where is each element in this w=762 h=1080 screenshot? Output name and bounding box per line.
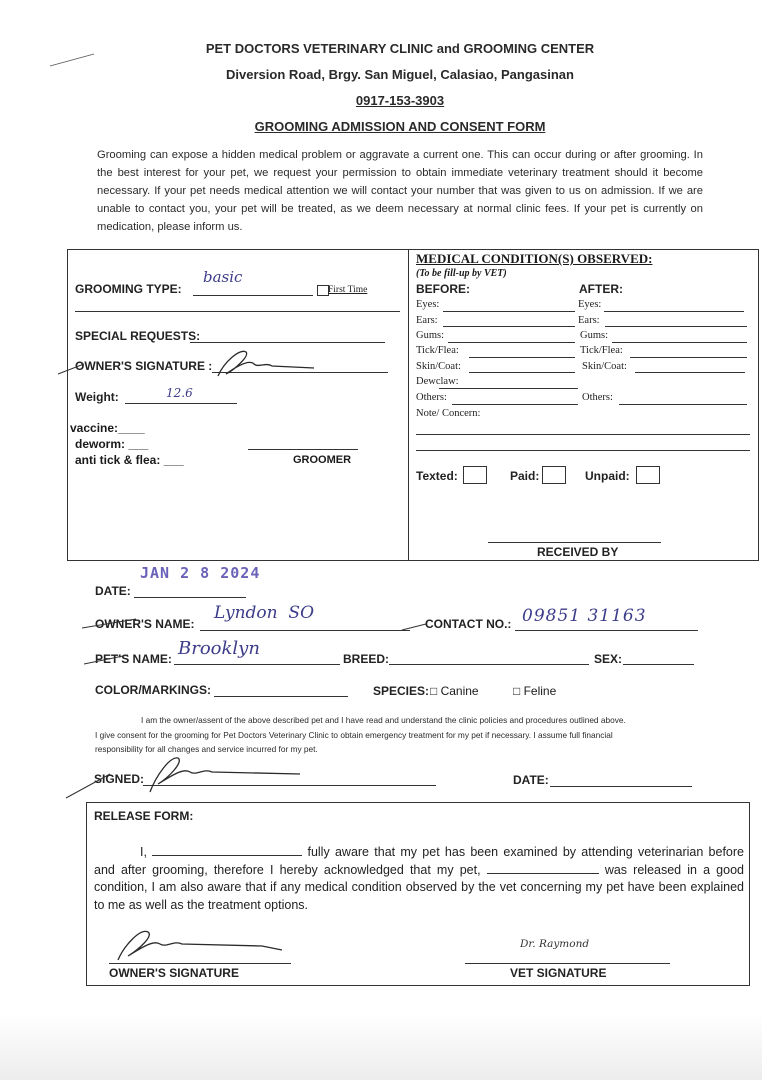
unpaid-label: Unpaid: bbox=[585, 469, 630, 483]
groomer-line[interactable] bbox=[248, 449, 358, 450]
unpaid-checkbox[interactable] bbox=[636, 466, 660, 484]
sex-label: SEX: bbox=[594, 652, 623, 666]
clinic-phone: 0917-153-3903 bbox=[355, 93, 445, 108]
scan-mark-top bbox=[48, 50, 98, 70]
texted-checkbox[interactable] bbox=[463, 466, 487, 484]
note-line-2[interactable] bbox=[416, 450, 750, 451]
canine-option[interactable]: □ Canine bbox=[430, 684, 479, 698]
scan-shadow-bottom bbox=[0, 1015, 762, 1080]
owner-signature-label: OWNER'S SIGNATURE : bbox=[75, 359, 213, 373]
consent-line-3: responsibility for all changes and service incurred for my pet. bbox=[95, 744, 318, 754]
release-paragraph bbox=[94, 844, 744, 914]
pet-name-line[interactable] bbox=[174, 664, 340, 665]
before-others: Others: bbox=[416, 392, 447, 403]
owner-name-line[interactable] bbox=[200, 630, 410, 631]
color-markings-label: COLOR/MARKINGS: bbox=[95, 683, 211, 697]
release-title: RELEASE FORM: bbox=[94, 809, 194, 823]
strike-mark-4 bbox=[82, 652, 132, 666]
before-skincoat-line[interactable] bbox=[469, 372, 575, 373]
after-ears-line[interactable] bbox=[605, 326, 747, 327]
before-eyes-line[interactable] bbox=[443, 311, 575, 312]
deworm-label: deworm: ___ bbox=[75, 437, 149, 451]
consent-date-line[interactable] bbox=[550, 786, 692, 787]
consent-line-2: I give consent for the grooming for Pet Doctors Veterinary Clinic to obtain emergency treatment for my pet if necessary. I assume full financial bbox=[95, 730, 613, 740]
before-skincoat: Skin/Coat: bbox=[416, 361, 461, 372]
paid-label: Paid: bbox=[510, 469, 540, 483]
after-others: Others: bbox=[582, 392, 613, 403]
clinic-address: Diversion Road, Brgy. San Miguel, Calasiao, Pangasinan bbox=[226, 67, 574, 82]
before-gums-line[interactable] bbox=[448, 342, 575, 343]
consent-date-label: DATE: bbox=[513, 773, 549, 787]
before-label: BEFORE: bbox=[416, 282, 470, 296]
consent-line-1: I am the owner/assent of the above described pet and I have read and understand the clinic policies and procedures outlined above. bbox=[141, 715, 626, 725]
special-requests-line[interactable] bbox=[190, 342, 385, 343]
grooming-type-value: basic bbox=[203, 268, 243, 286]
vet-signature-line[interactable] bbox=[465, 963, 670, 964]
form-title: GROOMING ADMISSION AND CONSENT FORM bbox=[254, 119, 546, 134]
strike-mark-5 bbox=[64, 770, 114, 800]
date-stamp: JAN 2 8 2024 bbox=[140, 564, 261, 582]
release-owner-signature-label: OWNER'S SIGNATURE bbox=[109, 966, 239, 980]
feline-option[interactable]: □ Feline bbox=[513, 684, 557, 698]
received-by-label: RECEIVED BY bbox=[537, 545, 619, 559]
before-dewclaw-line[interactable] bbox=[439, 388, 578, 389]
medical-subtitle: (To be fill-up by VET) bbox=[416, 268, 507, 279]
intro-paragraph: Grooming can expose a hidden medical problem or aggravate a current one. This can occur during or after grooming. In the best interest for your pet, we request your permission to obtain immediate veterinary treatment should it become necessary. If your pet needs medical attention we will contact your number that was given to us on admission. If we are unable to contact you, your pet will be treated, as we deem necessary at normal clinic fees. If your pet is currently on medication, please inform us. bbox=[97, 149, 703, 233]
note-line-1[interactable] bbox=[416, 434, 750, 435]
texted-label: Texted: bbox=[416, 469, 458, 483]
grooming-type-line[interactable] bbox=[193, 295, 313, 296]
vaccine-label: vaccine:____ bbox=[70, 421, 145, 435]
strike-mark-1 bbox=[56, 362, 86, 376]
species-label: SPECIES: bbox=[373, 684, 430, 698]
note-label: Note/ Concern: bbox=[416, 408, 481, 419]
before-others-line[interactable] bbox=[452, 404, 578, 405]
signed-label: SIGNED: bbox=[94, 772, 145, 786]
strike-mark-3 bbox=[400, 620, 430, 632]
weight-line[interactable] bbox=[125, 403, 237, 404]
vet-signature-label: VET SIGNATURE bbox=[510, 966, 607, 980]
weight-value: 12.6 bbox=[166, 386, 193, 400]
date-label: DATE: bbox=[95, 584, 131, 598]
after-tickflea-line[interactable] bbox=[630, 357, 747, 358]
release-owner-name-blank[interactable] bbox=[152, 844, 302, 856]
after-ears: Ears: bbox=[578, 315, 600, 326]
release-text-a: I, bbox=[140, 845, 147, 859]
before-eyes: Eyes: bbox=[416, 299, 440, 310]
release-text-c: was released in a good condition, I am also aware that if any medical condition observed by the vet concerning my pet have been explained to me as well as the treatment options. bbox=[94, 862, 744, 912]
weight-label: Weight: bbox=[75, 390, 119, 404]
release-pet-name-blank[interactable] bbox=[487, 862, 599, 874]
owner-name-value: Lyndon SO bbox=[214, 603, 314, 623]
special-requests-label: SPECIAL REQUESTS: bbox=[75, 329, 201, 343]
vet-signature-value: Dr. Raymond bbox=[520, 938, 590, 950]
pet-name-value: Brooklyn bbox=[178, 638, 260, 659]
release-owner-signature-scribble bbox=[112, 924, 292, 964]
owner-signature-scribble-1 bbox=[210, 344, 320, 380]
after-skincoat: Skin/Coat: bbox=[582, 361, 627, 372]
paid-checkbox[interactable] bbox=[542, 466, 566, 484]
contact-line[interactable] bbox=[515, 630, 698, 631]
clinic-name: PET DOCTORS VETERINARY CLINIC and GROOMING CENTER bbox=[205, 41, 595, 56]
after-label: AFTER: bbox=[579, 282, 623, 296]
before-gums: Gums: bbox=[416, 330, 445, 341]
sex-line[interactable] bbox=[623, 664, 694, 665]
date-line[interactable] bbox=[134, 597, 246, 598]
box-divider bbox=[408, 249, 409, 561]
breed-line[interactable] bbox=[389, 664, 589, 665]
after-gums: Gums: bbox=[580, 330, 609, 341]
received-by-line[interactable] bbox=[488, 542, 661, 543]
medical-title: MEDICAL CONDITION(S) OBSERVED: bbox=[416, 251, 653, 266]
before-ears: Ears: bbox=[416, 315, 438, 326]
release-text-b: fully aware that my pet has been examined by attending veterinarian before and after grooming, therefore I hereby acknowledged that my pet, bbox=[94, 845, 744, 877]
after-skincoat-line[interactable] bbox=[635, 372, 745, 373]
after-gums-line[interactable] bbox=[612, 342, 747, 343]
consent-signature-scribble bbox=[140, 748, 310, 794]
first-time-label: First Time bbox=[328, 285, 368, 295]
after-eyes: Eyes: bbox=[578, 299, 602, 310]
release-owner-signature-line[interactable] bbox=[109, 963, 291, 964]
contact-value: 09851 31163 bbox=[522, 606, 647, 626]
before-ears-line[interactable] bbox=[443, 326, 575, 327]
groomer-label: GROOMER bbox=[293, 454, 352, 466]
breed-label: BREED: bbox=[343, 652, 390, 666]
before-tickflea-line[interactable] bbox=[469, 357, 575, 358]
anti-tick-label: anti tick & flea: ___ bbox=[75, 453, 184, 467]
pet-name-label: PET'S NAME: bbox=[95, 652, 172, 666]
grooming-type-line-2[interactable] bbox=[75, 311, 400, 312]
before-dewclaw: Dewclaw: bbox=[416, 376, 459, 387]
color-markings-line[interactable] bbox=[214, 696, 348, 697]
after-tickflea: Tick/Flea: bbox=[580, 345, 623, 356]
owner-name-label: OWNER'S NAME: bbox=[95, 617, 195, 631]
after-eyes-line[interactable] bbox=[604, 311, 744, 312]
strike-mark-2 bbox=[80, 616, 140, 630]
grooming-type-label: GROOMING TYPE: bbox=[75, 282, 182, 296]
after-others-line[interactable] bbox=[619, 404, 747, 405]
contact-label: CONTACT NO.: bbox=[425, 617, 512, 631]
before-tickflea: Tick/Flea: bbox=[416, 345, 459, 356]
